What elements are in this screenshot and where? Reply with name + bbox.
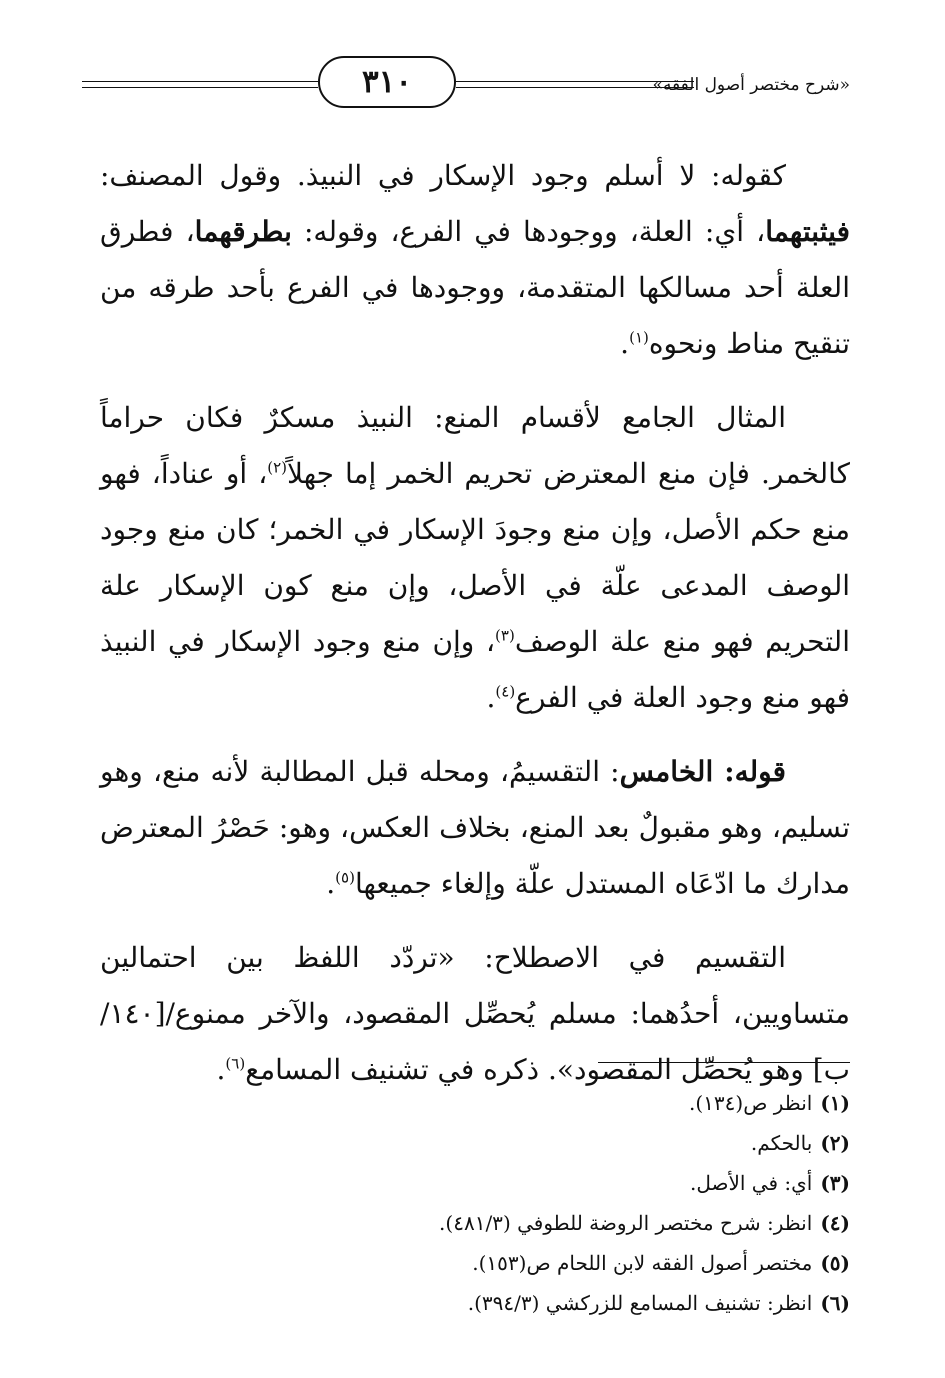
footnote-number: (٤) [820, 1211, 850, 1235]
text-run: ، وإن منع وجود الإسكار في النبيذ فهو منع وجود العلة في الفرع [100, 625, 850, 714]
footnote [150, 1123, 850, 1163]
text-run: . [620, 327, 630, 360]
footnote-ref: (٦) [225, 1054, 246, 1073]
footnote [150, 1243, 850, 1283]
footnote-text: انظر ص(١٣٤). [689, 1091, 813, 1115]
footnote [150, 1283, 850, 1323]
page-number: ٣١٠ [318, 56, 456, 108]
page-header [82, 48, 850, 124]
footnote-number: (٣) [820, 1171, 850, 1195]
footnote-text: أي: في الأصل. [689, 1171, 813, 1195]
text-run: ، أي: العلة، ووجودها في الفرع، وقوله: [291, 215, 766, 248]
header-rule-left-bottom [82, 87, 318, 88]
main-text [100, 148, 850, 1116]
footnote-text: انظر: تشنيف المسامع للزركشي (٣٩٤/٣). [467, 1291, 813, 1315]
footnote-ref: (٣) [495, 626, 515, 645]
text-run: : التقسيمُ، ومحله قبل المطالبة لأنه منع، وهو تسليم، وهو مقبولٌ بعد المنع، بخلاف العكس، وهو: حَصْرُ المعترض مدارك ما ادّعَاه المستدل علّة وإلغاء جميعها [100, 755, 850, 900]
text-run: . [486, 681, 496, 714]
bold-term: قوله: [713, 755, 786, 788]
footnotes [150, 1083, 850, 1323]
footnote-ref: (٢) [267, 458, 288, 477]
text-run: المثال الجامع لأقسام المنع: النبيذ مسكرٌ فكان حراماً كالخمر. فإن منع المعترض تحريم الخمر إما جهلاً [100, 401, 850, 490]
text-run: كقوله: لا أسلم وجود الإسكار في النبيذ. وقول المصنف: [100, 159, 786, 192]
paragraph [100, 148, 850, 372]
bold-term: بطرقهما [194, 215, 292, 248]
text-run: . [326, 867, 336, 900]
footnote-text: انظر: شرح مختصر الروضة للطوفي (٤٨١/٣). [439, 1211, 813, 1235]
footnote-number: (٥) [820, 1251, 850, 1275]
paragraph [100, 390, 850, 726]
bold-term: الخامس [619, 755, 714, 788]
footnote-ref: (١) [629, 328, 649, 347]
text-run: ، فطرق العلة أحد مسالكها المتقدمة، ووجودها في الفرع بأحد طرقه من تنقيح مناط ونحوه [100, 215, 850, 360]
footnote-text: مختصر أصول الفقه لابن اللحام ص(١٥٣). [472, 1251, 813, 1275]
paragraph [100, 744, 850, 912]
footnote-ref: (٤) [495, 682, 516, 701]
running-title: «شرح مختصر أصول الفقه» [652, 75, 850, 95]
footnote [150, 1203, 850, 1243]
text-run: . [216, 1053, 226, 1086]
header-rule-left-top [82, 81, 318, 82]
bold-term: فيثبتهما [765, 215, 850, 248]
footnote-text: بالحكم. [750, 1131, 813, 1155]
footnote-separator [598, 1062, 850, 1063]
paragraph [100, 930, 850, 1098]
text-run: ، أو عناداً، فهو منع حكم الأصل، وإن منع وجودَ الإسكار في الخمر؛ كان منع وجود الوصف المدعى علّة في الأصل، وإن منع كون الإسكار علة التحريم فهو منع علة الوصف [100, 457, 850, 658]
text-run: التقسيم في الاصطلاح: «تردّد اللفظ بين احتمالين متساويين، أحدُهما: مسلم يُحصِّل المقصود، والآخر ممنوع/[١٤٠/ب] وهو يُحصِّل المقصود». ذكره في تشنيف المسامع [100, 941, 850, 1086]
footnote-ref: (٥) [335, 868, 355, 887]
footnote-number: (٦) [820, 1291, 850, 1315]
footnote-number: (٢) [820, 1131, 850, 1155]
footnote-number: (١) [820, 1091, 850, 1115]
footnote [150, 1163, 850, 1203]
footnote [150, 1083, 850, 1123]
